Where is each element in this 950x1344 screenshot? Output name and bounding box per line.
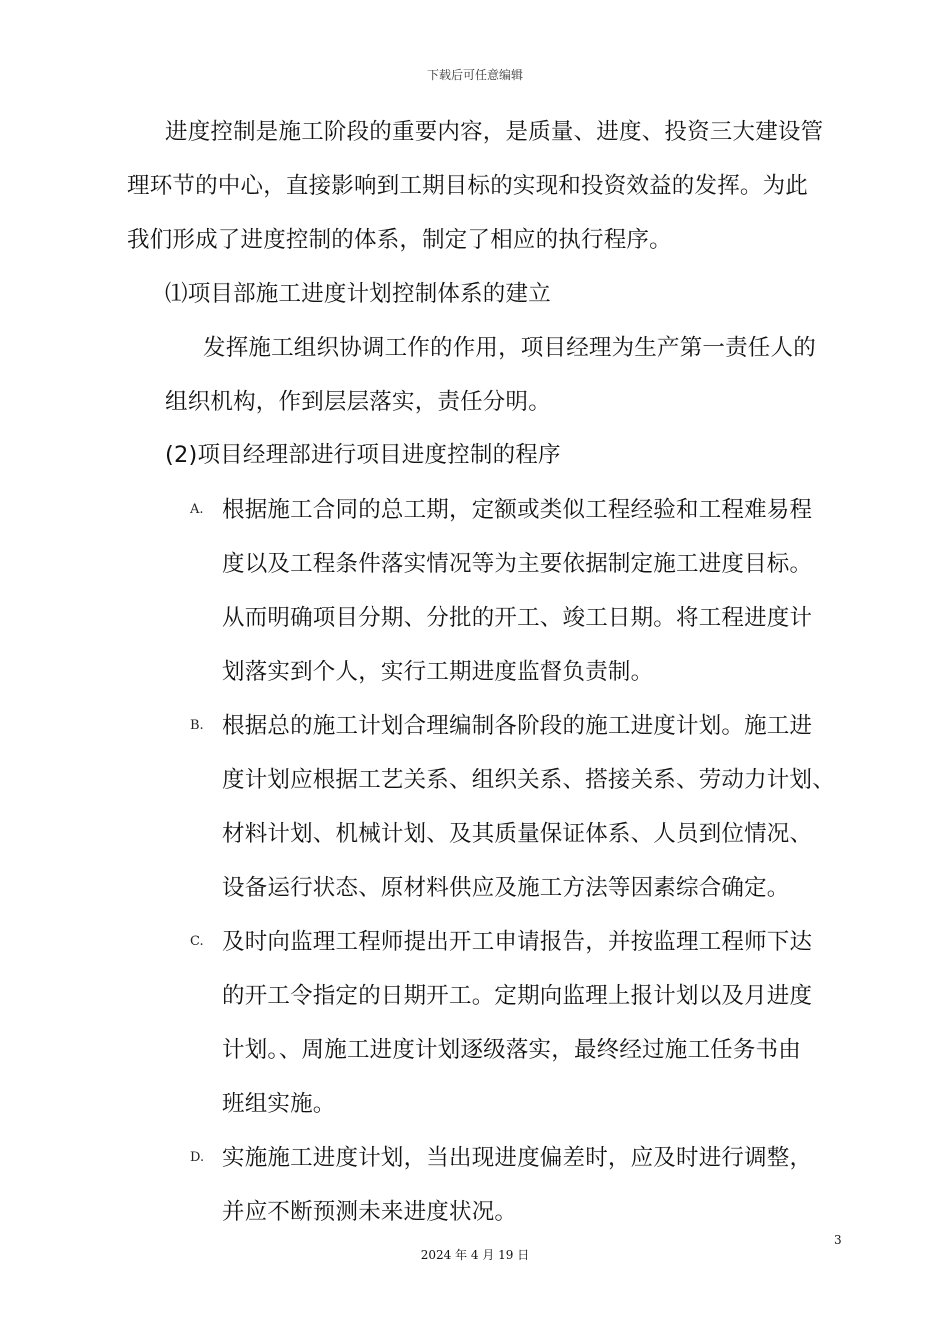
intro-line-2: 理环节的中心，直接影响到工期目标的实现和投资效益的发挥。为此 <box>127 173 809 199</box>
item-c-line-3: 计划。、周施工进度计划逐级落实，最终经过施工任务书由 <box>222 1037 801 1063</box>
item-c-line-1: 及时向监理工程师提出开工申请报告，并按监理工程师下达 <box>222 929 813 955</box>
section1-heading: ⑴项目部施工进度计划控制体系的建立 <box>165 281 551 307</box>
item-b-line-1: 根据总的施工计划合理编制各阶段的施工进度计划。施工进 <box>222 713 813 739</box>
item-a-line-2: 度以及工程条件落实情况等为主要依据制定施工进度目标。 <box>222 551 813 577</box>
page-number: 3 <box>834 1233 842 1247</box>
item-c-line-2: 的开工令指定的日期开工。定期向监理上报计划以及月进度 <box>222 983 813 1009</box>
item-d-line-1: 实施施工进度计划，当出现进度偏差时，应及时进行调整， <box>222 1145 813 1171</box>
item-c-line-4: 班组实施。 <box>222 1091 336 1117</box>
page-header-watermark: 下载后可任意编辑 <box>426 68 523 82</box>
section2-heading: (2)项目经理部进行项目进度控制的程序 <box>165 442 561 468</box>
item-d-line-2: 并应不断预测未来进度状况。 <box>222 1199 518 1225</box>
list-marker-c: C. <box>190 934 204 949</box>
item-b-line-4: 设备运行状态、原材料供应及施工方法等因素综合确定。 <box>222 875 790 901</box>
list-marker-d: D. <box>190 1150 205 1165</box>
list-marker-a: A. <box>190 502 204 517</box>
item-a-line-1: 根据施工合同的总工期，定额或类似工程经验和工程难易程 <box>222 497 813 523</box>
footer-date: 2024 年 4 月 19 日 <box>420 1248 530 1262</box>
intro-line-1: 进度控制是施工阶段的重要内容，是质量、进度、投资三大建设管 <box>165 119 824 145</box>
item-b-line-3: 材料计划、机械计划、及其质量保证体系、人员到位情况、 <box>222 821 813 847</box>
list-marker-b: B. <box>190 718 204 733</box>
section1-line-1: 发挥施工组织协调工作的作用，项目经理为生产第一责任人的 <box>203 335 816 361</box>
section1-line-2: 组织机构，作到层层落实，责任分明。 <box>165 389 551 415</box>
item-a-line-4: 划落实到个人，实行工期进度监督负责制。 <box>222 659 654 685</box>
item-b-line-2: 度计划应根据工艺关系、组织关系、搭接关系、劳动力计划、 <box>222 767 835 793</box>
item-a-line-3: 从而明确项目分期、分批的开工、竣工日期。将工程进度计 <box>222 605 813 631</box>
intro-line-3: 我们形成了进度控制的体系，制定了相应的执行程序。 <box>127 227 672 253</box>
